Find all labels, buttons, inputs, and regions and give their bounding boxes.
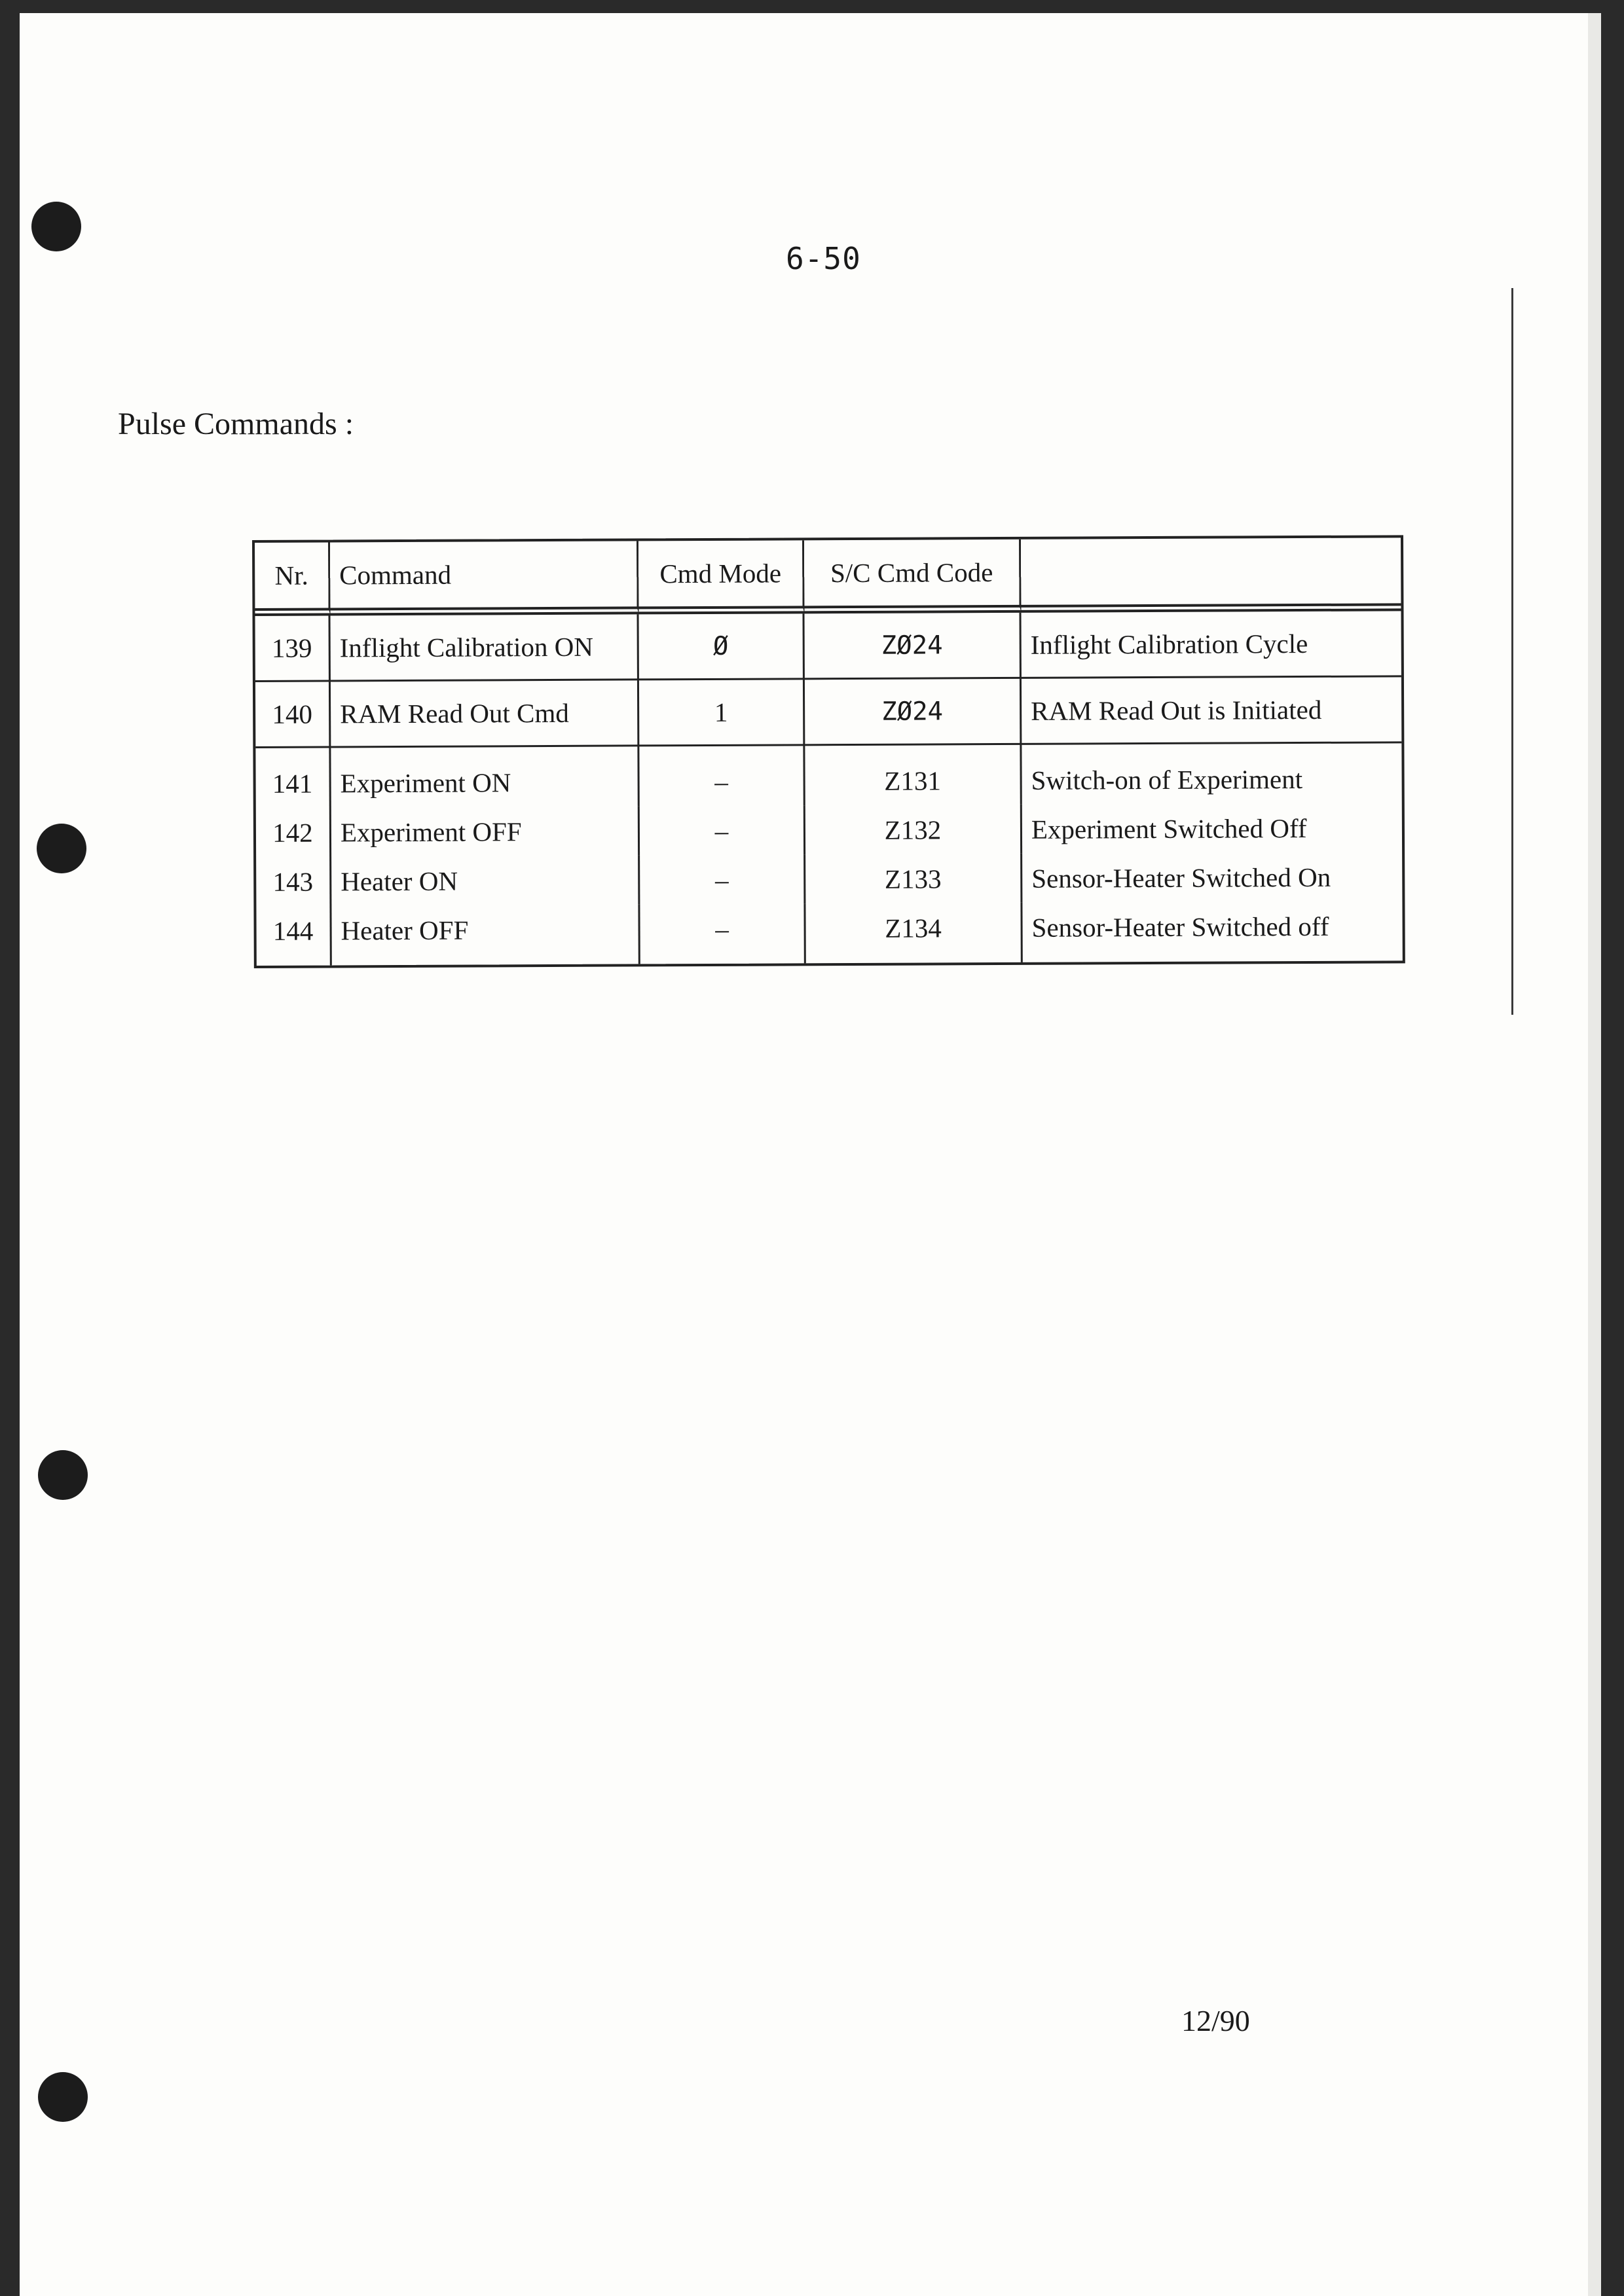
cell-nr: 139	[255, 615, 331, 682]
cell-cmd-mode: Ø	[639, 613, 805, 680]
cell-sc-cmd-code: Z134	[805, 903, 1022, 963]
scanned-page	[20, 13, 1601, 2296]
table-header-row	[255, 538, 1401, 616]
header-nr: Nr.	[255, 542, 330, 616]
cell-description: Inflight Calibration Cycle	[1021, 611, 1401, 679]
cell-sc-cmd-code: ZØ24	[805, 679, 1022, 746]
cell-nr: 140	[255, 682, 331, 748]
page-number: 6-50	[786, 241, 861, 276]
pulse-commands-table	[252, 535, 1405, 968]
cell-nr: 141	[255, 748, 331, 808]
cell-description: Sensor-Heater Switched On	[1031, 862, 1331, 894]
cell-cmd-mode: –	[639, 746, 805, 806]
cell-command: Experiment ON	[331, 746, 639, 807]
cell-cmd-mode: –	[640, 805, 805, 855]
cell-sc-cmd-code: Z131	[805, 745, 1022, 805]
cell-command: RAM Read Out Cmd	[331, 680, 639, 748]
cell-nr: 143	[256, 856, 331, 906]
cell-sc-cmd-code: Z132	[805, 805, 1022, 854]
table-row	[255, 677, 1401, 748]
cell-nr: 142	[256, 807, 331, 857]
sheet-number: 12/90	[1181, 2004, 1250, 2037]
cell-command: Experiment OFF	[331, 806, 640, 856]
cell-description: RAM Read Out is Initiated	[1022, 677, 1401, 745]
cell-cmd-mode: –	[640, 854, 805, 904]
cell-sc-cmd-code: ZØ24	[804, 613, 1021, 680]
cell-command: Inflight Calibration ON	[331, 614, 639, 682]
section-title: Pulse Commands :	[118, 407, 354, 441]
table-row	[255, 611, 1401, 682]
table-row	[256, 852, 1402, 906]
header-sc-cmd-code: S/C Cmd Code	[804, 539, 1021, 613]
cell-nr: 144	[256, 905, 331, 966]
table-row	[255, 743, 1401, 808]
cell-command: Heater ON	[331, 855, 640, 905]
table-row	[256, 901, 1402, 966]
header-cmd-mode: Cmd Mode	[638, 540, 804, 614]
punch-hole	[31, 202, 81, 251]
header-description	[1021, 538, 1401, 613]
header-command: Command	[330, 541, 638, 615]
punch-hole	[37, 824, 86, 873]
cell-description: Sensor-Heater Switched off	[1031, 911, 1329, 943]
cell-cmd-mode: –	[640, 903, 805, 964]
paper-edge	[1588, 13, 1601, 2296]
cell-command: Heater OFF	[331, 904, 640, 965]
punch-hole	[38, 2072, 88, 2122]
table-row	[256, 803, 1402, 857]
cell-description: Experiment Switched Off	[1031, 812, 1307, 845]
cell-cmd-mode: 1	[639, 680, 805, 746]
cell-sc-cmd-code: Z133	[805, 854, 1022, 903]
margin-rule	[1511, 288, 1513, 1015]
punch-hole	[38, 1450, 88, 1500]
cell-description: Switch-on of Experiment	[1031, 763, 1303, 795]
